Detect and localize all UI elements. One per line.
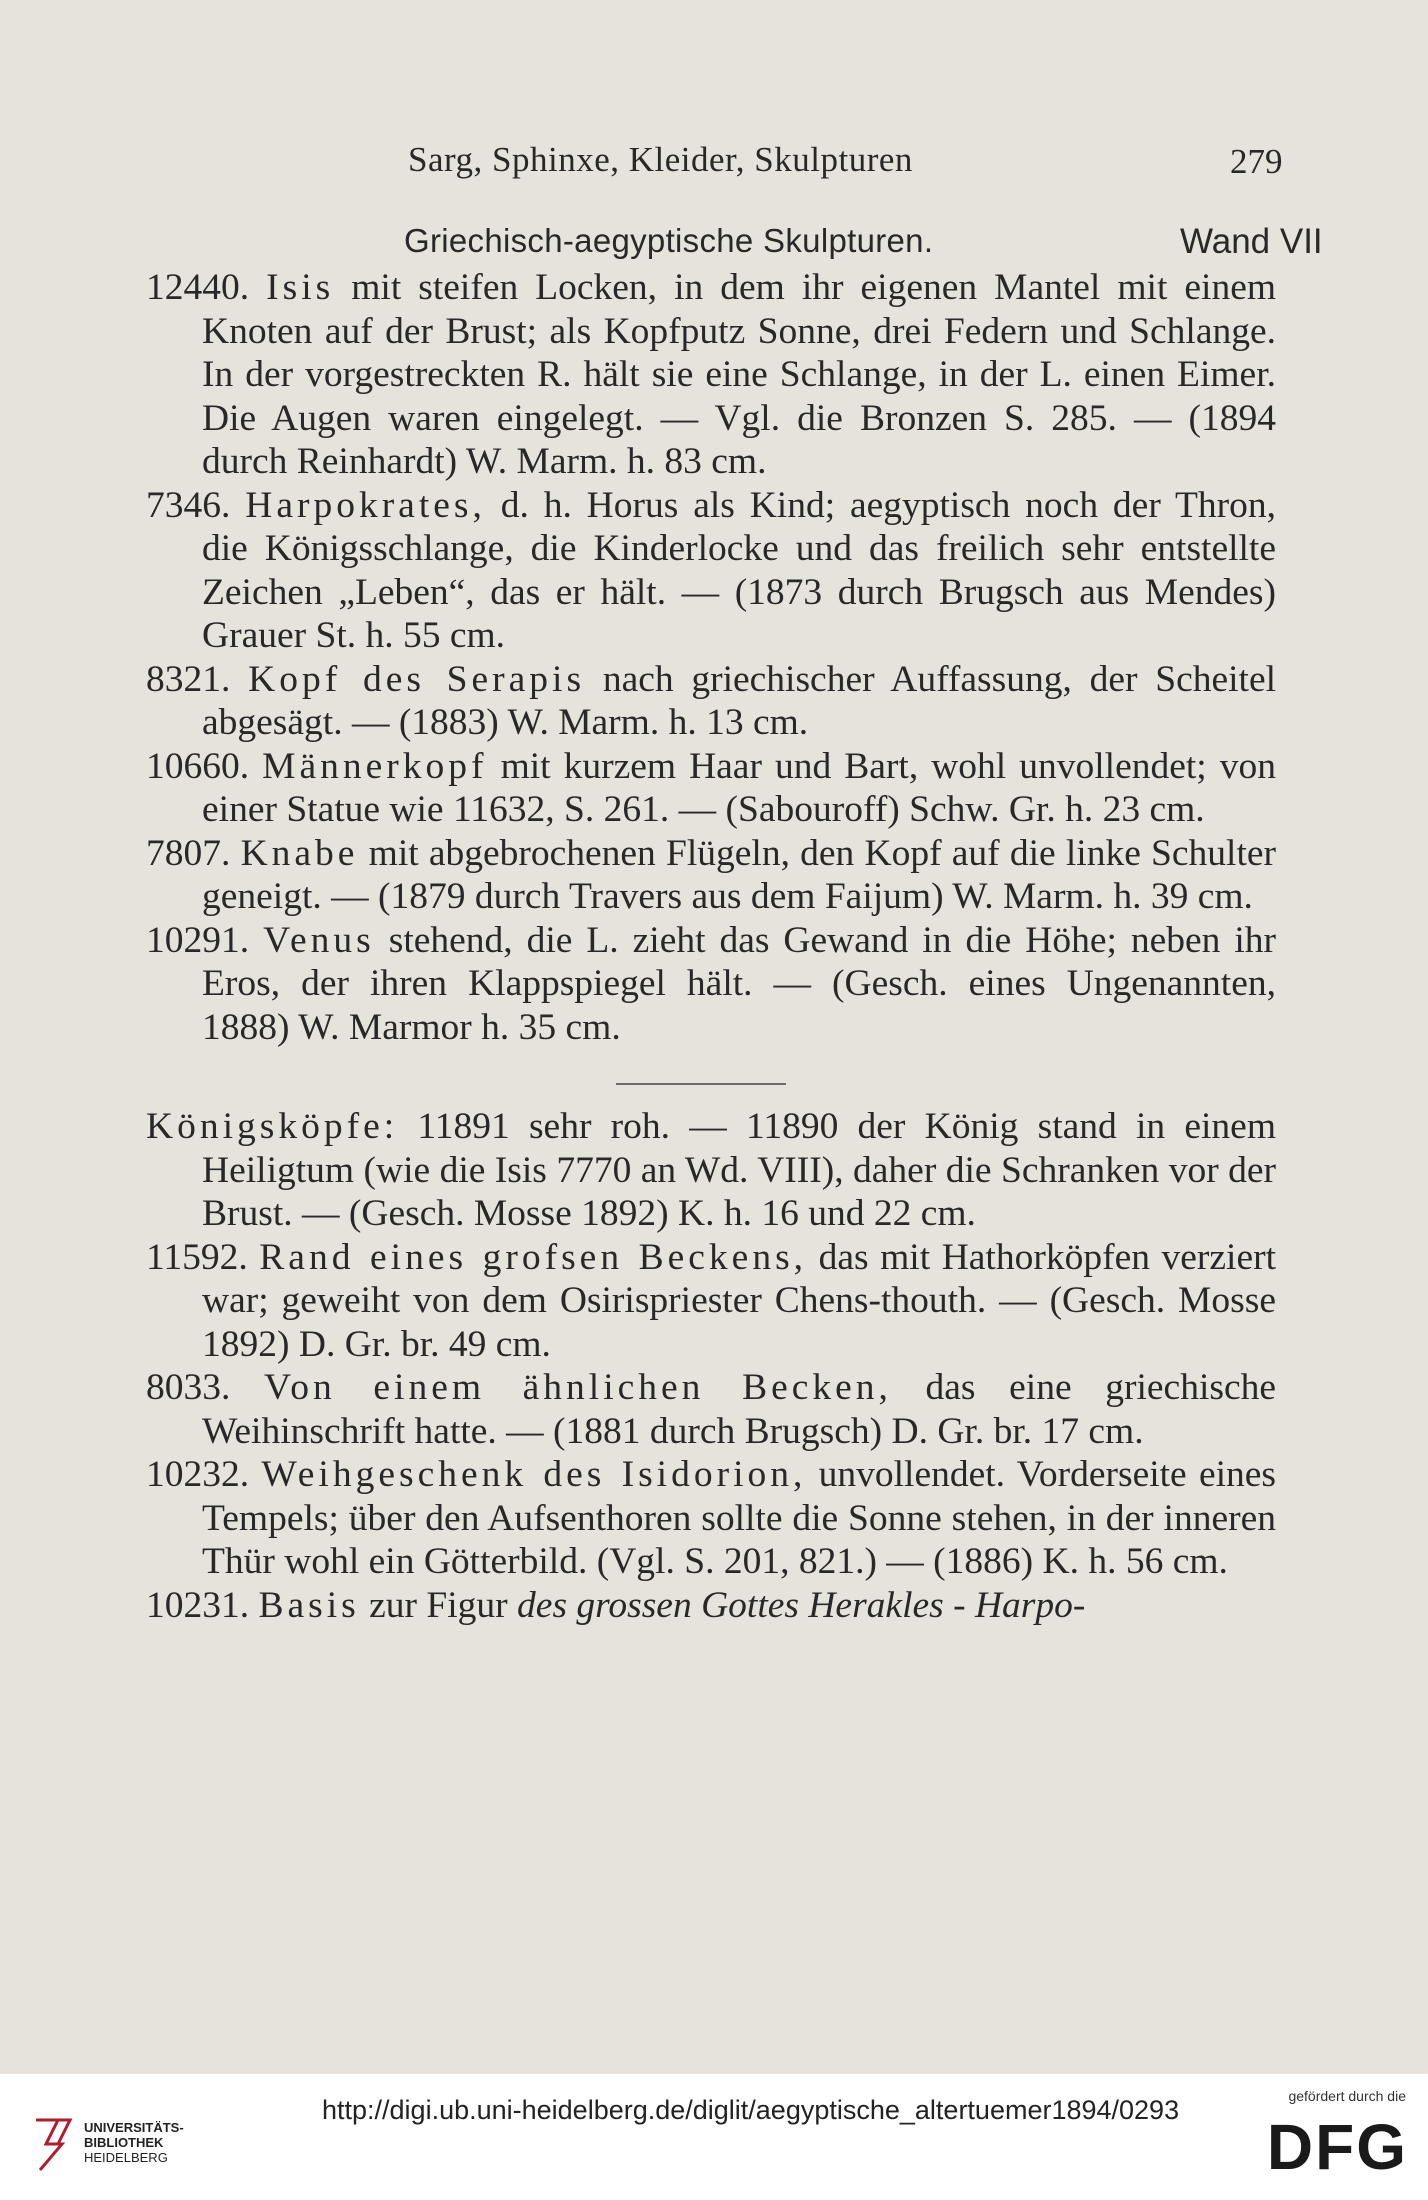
funded-by-label: gefördert durch die (1288, 2088, 1406, 2104)
entry-name: Harpokrates, (245, 484, 486, 526)
entry-number: 7346. (146, 484, 231, 526)
footer-bar (0, 2074, 1428, 2200)
entry-italic-text: des grossen Gottes Herakles - Harpo- (517, 1584, 1086, 1626)
entry-text: mit kurzem Haar und Bart, wohl unvollendet; von einer Statue wie 11632, S. 261. — (Sabouroff) Schw. Gr. h. 23 cm. (202, 745, 1277, 830)
catalogue-entries (146, 266, 1276, 1627)
entry-name: Weihgeschenk des Isidorion, (261, 1454, 807, 1495)
entry-group-a (146, 266, 1276, 1049)
entry-text: zur Figur (359, 1584, 518, 1626)
entry-name: Kopf des Serapis (248, 658, 586, 700)
entry-text: mit abgebrochenen Flügeln, den Kopf auf die linke Schulter geneigt. — (1879 durch Travers aus dem Faijum) W. Marm. h. 39 cm. (202, 832, 1276, 917)
entry-text: stehend, die L. zieht das Gewand in die Höhe; neben ihr Eros, der ihren Klappspiegel hält. — (Gesch. eines Ungenannten, 1888) W. Marmor h. 35 cm. (202, 919, 1277, 1048)
entry-text: das mit Hathorköpfen verziert war; geweiht von dem Osirispriester Chens-thouth. — (Gesch. Mosse 1892) D. Gr. br. 49 cm. (202, 1236, 1277, 1365)
entry-number: 10232. (146, 1454, 250, 1495)
entry-text: d. h. Horus als Kind; aegyptisch noch der Thron, die Königsschlange, die Kinderlocke und das freilich sehr entstellte Zeichen „Leben“, das er hält. — (1873 durch Brugsch aus Mendes) Grauer St. h. 55 cm. (202, 484, 1276, 656)
catalogue-entry (146, 1105, 1276, 1236)
catalogue-entry (146, 1366, 1276, 1453)
entry-number: 10231. (146, 1584, 250, 1626)
dfg-logo: DFG (1266, 2111, 1408, 2183)
entry-text: unvollendet. Vorderseite eines Tempels; über den Aufsenthoren sollte die Sonne stehen, in der inneren Thür wohl ein Götterbild. (Vgl. S. 201, 821.) — (1886) K. h. 56 cm. (202, 1454, 1276, 1582)
university-library-logo (28, 2116, 78, 2172)
entry-text: das eine griechische Weihinschrift hatte. — (1881 durch Brugsch) D. Gr. br. 17 cm. (202, 1367, 1276, 1452)
section-divider (616, 1083, 786, 1085)
entry-text: mit steifen Locken, in dem ihr eigenen Mantel mit einem Knoten auf der Brust; als Kopfputz Sonne, drei Federn und Schlange. In der vorgestreckten R. hält sie eine Schlange, in der L. einen Eimer. Die Augen waren eingelegt. — Vgl. die Bronzen S. 285. — (1894 durch Reinhardt) W. Marm. h. 83 cm. (202, 267, 1277, 482)
catalogue-entry-last (146, 1584, 1276, 1628)
catalogue-entry (146, 484, 1276, 658)
entry-group-b (146, 1105, 1276, 1584)
entry-number: 8033. (146, 1367, 231, 1408)
entry-name: Von einem ähnlichen Becken, (264, 1367, 892, 1408)
entry-name: Rand eines grofsen Beckens, (259, 1236, 808, 1278)
entry-name: Isis (266, 267, 335, 308)
section-title: Griechisch-aegyptische Skulpturen. (404, 222, 934, 259)
library-name: UNIVERSITÄTS- BIBLIOTHEK HEIDELBERG (84, 2120, 184, 2165)
catalogue-entry (146, 1236, 1276, 1367)
entry-number: 11592. (146, 1236, 248, 1278)
entry-text: nach griechischer Auffassung, der Scheitel abgesägt. — (1883) W. Marm. h. 13 cm. (202, 658, 1277, 743)
entry-number: 10660. (146, 745, 250, 787)
entry-name: Männerkopf (262, 745, 488, 787)
catalogue-entry (146, 1453, 1276, 1584)
catalogue-entry (146, 266, 1276, 484)
entry-number: 12440. (146, 267, 250, 308)
source-url-link[interactable]: http://digi.ub.uni-heidelberg.de/diglit/aegyptische_altertuemer1894/0293 (322, 2095, 1180, 2125)
entry-number: 10291. (146, 919, 250, 961)
entry-number: 7807. (146, 832, 231, 874)
entry-number: 8321. (146, 658, 231, 700)
entry-name: Knabe (240, 832, 359, 874)
entry-name: Königsköpfe: (146, 1106, 399, 1147)
catalogue-entry (146, 919, 1276, 1050)
page-number: 279 (1230, 142, 1283, 181)
catalogue-entry (146, 832, 1276, 919)
entry-text: 11891 sehr roh. — 11890 der König stand in einem Heiligtum (wie die Isis 7770 an Wd. VIII), daher die Schranken vor der Brust. — (Gesch. Mosse 1892) K. h. 16 und 22 cm. (202, 1106, 1276, 1234)
catalogue-entry (146, 745, 1276, 832)
catalogue-entry (146, 658, 1276, 745)
entry-name: Venus (263, 919, 375, 961)
running-head: Sarg, Sphinxe, Kleider, Skulpturen (408, 140, 913, 179)
section-wall: Wand VII (1180, 222, 1323, 261)
entry-name: Basis (258, 1584, 360, 1626)
